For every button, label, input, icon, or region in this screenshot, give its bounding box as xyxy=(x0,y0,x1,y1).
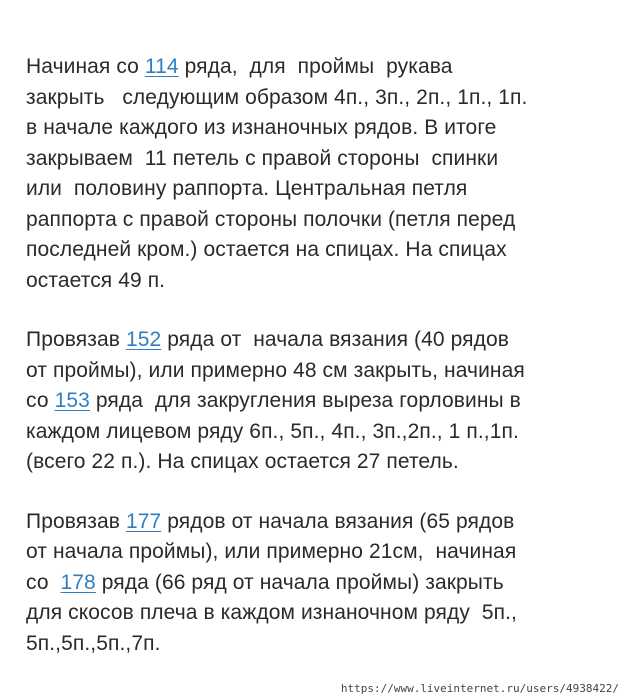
text-line: закрываем 11 петель с правой стороны спинки xyxy=(26,146,499,170)
text-line: для скосов плеча в каждом изнаночном ряду 5п., xyxy=(26,601,517,624)
text-line: остается 49 п. xyxy=(26,268,166,292)
text-line xyxy=(26,386,616,417)
paragraph-spacer xyxy=(26,478,616,507)
row-link-153[interactable]: 153 xyxy=(54,389,90,412)
row-link-178[interactable]: 178 xyxy=(60,570,96,594)
text-line: последней кром.) остается на спицах. На спицах xyxy=(26,238,507,261)
text-line: закрыть следующим образом 4п., 3п., 2п., 1п., 1п. xyxy=(26,85,528,109)
text-line: 5п.,5п.,5п.,7п. xyxy=(26,631,161,655)
text-line xyxy=(26,568,616,599)
text-line: в начале каждого из изнаночных рядов. В итоге xyxy=(26,116,497,139)
source-watermark: https://www.liveinternet.ru/users/4938422/ xyxy=(340,682,619,695)
text-line: каждом лицевом ряду 6п., 5п., 4п., 3п.,2п., 1 п.,1п. xyxy=(26,419,519,443)
row-link-177[interactable]: 177 xyxy=(125,509,162,533)
text-line: раппорта с правой стороны полочки (петля перед xyxy=(26,207,516,231)
text-segment: рядов от начала вязания (65 рядов xyxy=(161,509,515,533)
text-segment: Провязав xyxy=(26,509,126,533)
text-line: от проймы), или примерно 48 см закрыть, начиная xyxy=(26,358,525,382)
text-line xyxy=(26,52,616,83)
text-line xyxy=(26,325,616,356)
text-line: от начала проймы), или примерно 21см, начиная xyxy=(26,540,517,563)
text-segment: со xyxy=(26,389,55,412)
paragraph-spacer xyxy=(26,296,616,325)
text-segment: ряда для закругления выреза горловины в xyxy=(89,389,521,412)
text-line: или половину раппорта. Центральная петля xyxy=(26,177,468,200)
text-line: (всего 22 п.). На спицах остается 27 петель. xyxy=(26,450,459,473)
row-link-114[interactable]: 114 xyxy=(144,55,179,78)
text-segment: Провязав xyxy=(26,328,126,351)
text-line xyxy=(26,507,616,538)
row-link-152[interactable]: 152 xyxy=(125,328,162,351)
text-segment: ряда (66 ряд от начала проймы) закрыть xyxy=(95,570,504,594)
paragraph-armhole xyxy=(26,52,616,296)
paragraph-shoulder xyxy=(26,507,616,660)
paragraph-neckline xyxy=(26,325,616,478)
text-segment: со xyxy=(26,570,61,594)
text-segment: ряда от начала вязания (40 рядов xyxy=(161,328,510,351)
text-segment: Начиная со xyxy=(26,55,145,78)
document-body xyxy=(26,52,616,659)
text-segment: ряда, для проймы рукава xyxy=(178,55,453,78)
